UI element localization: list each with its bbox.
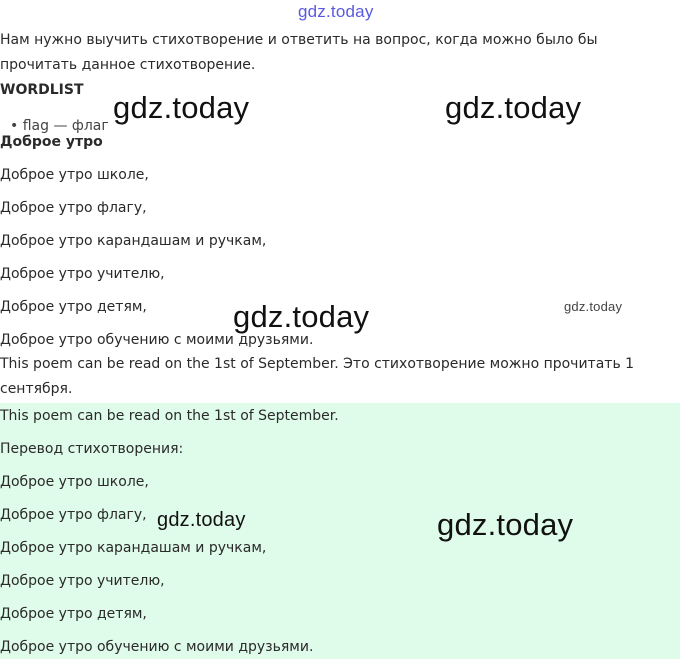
poem-line: Доброе утро карандашам и ручкам,: [0, 233, 267, 249]
poem-line: Доброе утро обучению с моими друзьями.: [0, 332, 314, 348]
poem-line: Доброе утро учителю,: [0, 266, 165, 282]
watermark: gdz.today: [233, 299, 370, 334]
highlight-answer-en: This poem can be read on the 1st of September.: [0, 408, 339, 424]
poem-title: Доброе утро: [0, 134, 103, 150]
translation-line: Доброе утро учителю,: [0, 573, 165, 589]
translation-line: Доброе утро обучению с моими друзьями.: [0, 639, 314, 655]
poem-line: Доброе утро школе,: [0, 167, 149, 183]
translation-heading: Перевод стихотворения:: [0, 441, 184, 457]
translation-line: Доброе утро школе,: [0, 474, 149, 490]
watermark: gdz.today: [157, 509, 246, 531]
translation-line: Доброе утро флагу,: [0, 507, 147, 523]
watermark-top: gdz.today: [298, 2, 374, 21]
watermark: gdz.today: [437, 507, 574, 542]
watermark: gdz.today: [564, 299, 623, 314]
poem-line: Доброе утро флагу,: [0, 200, 147, 216]
watermark: gdz.today: [445, 90, 582, 125]
poem-line: Доброе утро детям,: [0, 299, 147, 315]
task-text: Нам нужно выучить стихотворение и ответить на вопрос, когда можно было бы прочитать данное стихотворение.: [0, 32, 598, 73]
wordlist-item: • flag — флаг: [10, 118, 109, 134]
watermark: gdz.today: [113, 90, 250, 125]
answer-text: This poem can be read on the 1st of September. Это стихотворение можно прочитать 1 сентября.: [0, 356, 635, 397]
translation-line: Доброе утро карандашам и ручкам,: [0, 540, 267, 556]
wordlist-heading: WORDLIST: [0, 82, 84, 98]
translation-line: Доброе утро детям,: [0, 606, 147, 622]
